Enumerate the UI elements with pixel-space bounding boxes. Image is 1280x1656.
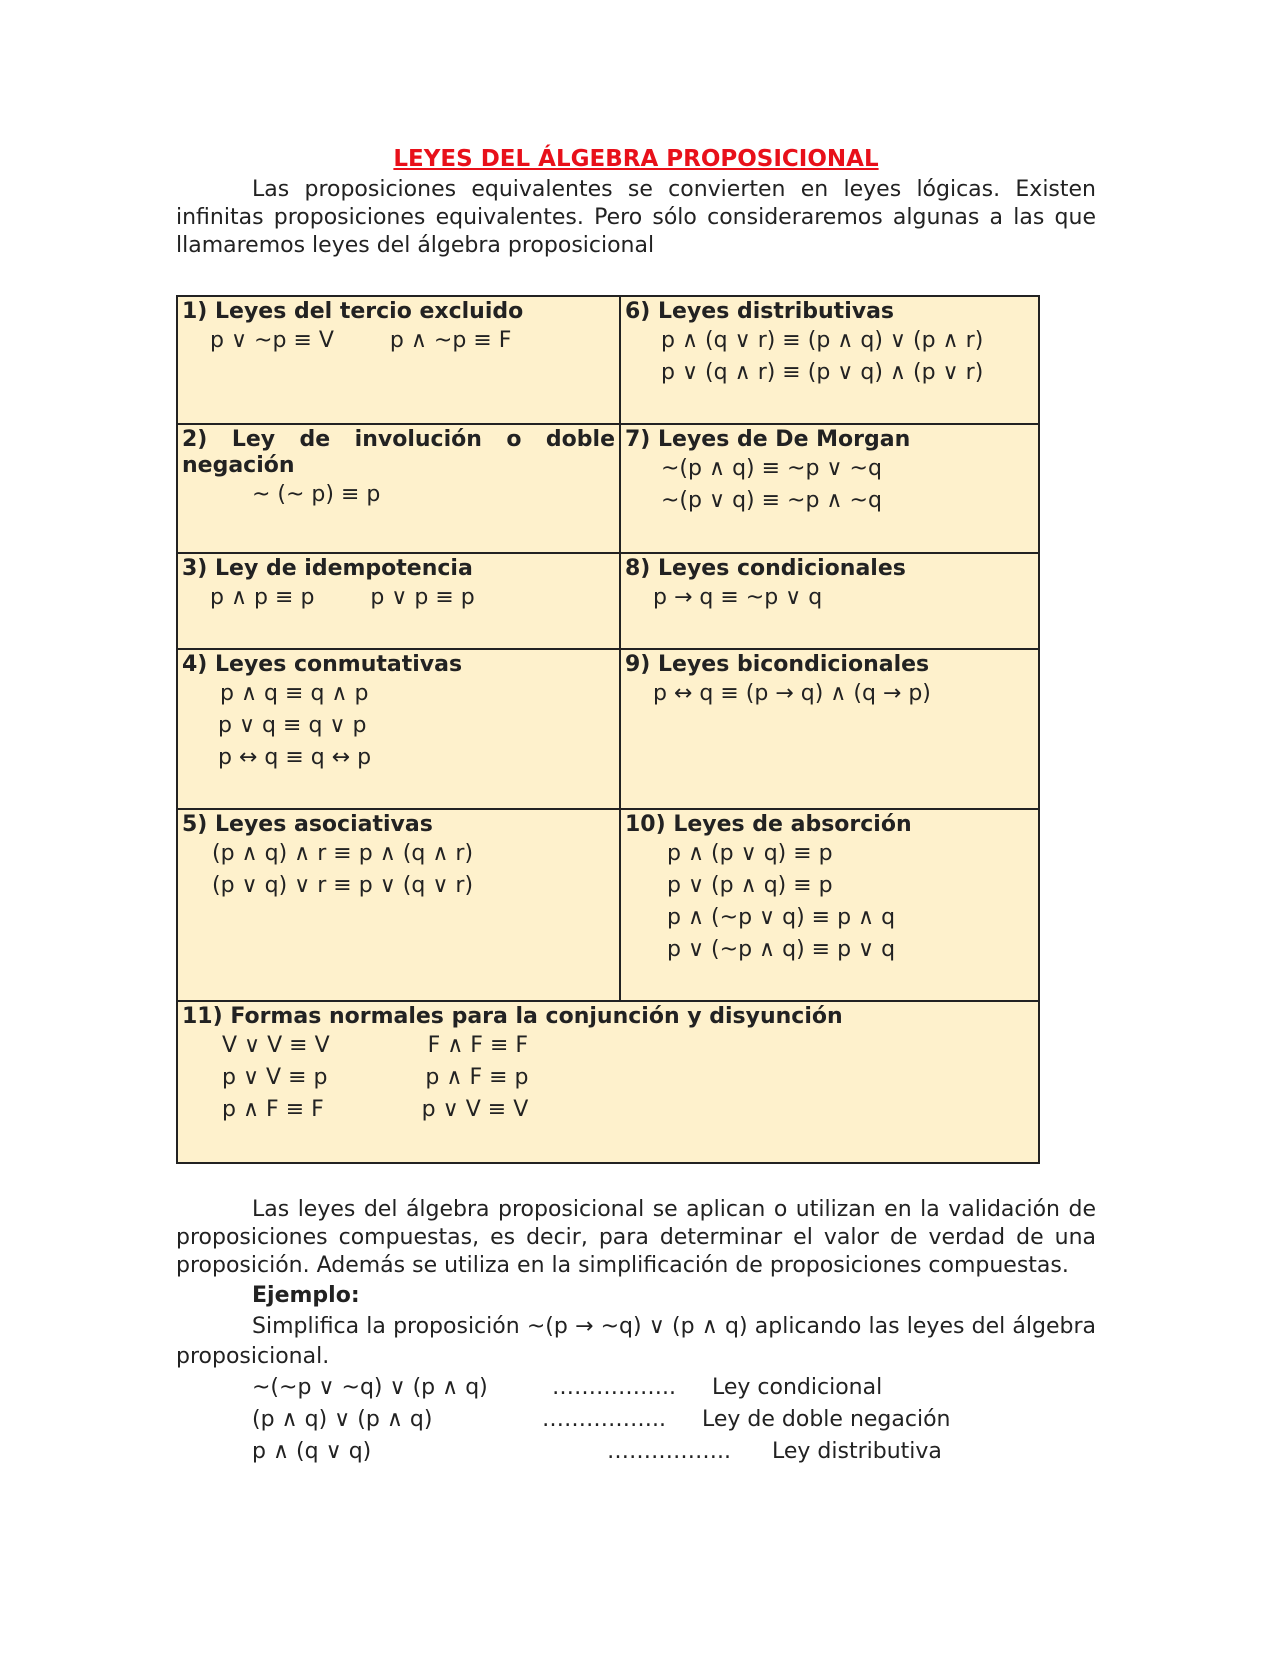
example-text: Simplifica la proposición ~(p → ~q) ∨ (p ∧ q) aplicando las leyes del álgebra proposicional. <box>176 1314 1096 1369</box>
step-law: Ley distributiva <box>772 1439 942 1464</box>
law-title: 5) Leyes asociativas <box>182 812 433 837</box>
step-law: Ley condicional <box>712 1375 883 1400</box>
law-cell-1 <box>177 296 620 424</box>
law-formula: (p ∧ q) ∧ r ≡ p ∧ (q ∧ r) <box>212 841 474 866</box>
law-cell-7 <box>620 424 1039 553</box>
law-formula: p ∨ q ≡ q ∨ p <box>218 713 367 738</box>
step-dots: …………….. <box>552 1375 676 1400</box>
page-title: LEYES DEL ÁLGEBRA PROPOSICIONAL <box>393 146 879 172</box>
step-dots: …………….. <box>607 1439 731 1464</box>
step-row <box>176 1372 1096 1404</box>
step-law: Ley de doble negación <box>702 1407 951 1432</box>
law-formula: ~(p ∨ q) ≡ ~p ∧ ~q <box>661 488 882 513</box>
law-formula: p ∨ (p ∧ q) ≡ p <box>667 873 833 898</box>
law-formula: p → q ≡ ~p ∨ q <box>653 585 823 610</box>
law-cell-8 <box>620 553 1039 649</box>
step-dots: …………….. <box>542 1407 666 1432</box>
explanation-section <box>176 1196 1096 1468</box>
step-row <box>176 1436 1096 1468</box>
law-title: 7) Leyes de De Morgan <box>625 427 911 452</box>
law-formula: p ∧ (p ∨ q) ≡ p <box>667 841 833 866</box>
law-formula: p ∨ (q ∧ r) ≡ (p ∨ q) ∧ (p ∨ r) <box>661 360 984 385</box>
laws-table <box>176 295 1040 1164</box>
law-formula: V ∨ V ≡ V F ∧ F ≡ F <box>222 1033 529 1058</box>
law-formula: p ∧ (q ∨ r) ≡ (p ∧ q) ∨ (p ∧ r) <box>661 328 984 353</box>
law-formula: p ∧ (~p ∨ q) ≡ p ∧ q <box>667 905 896 930</box>
explanation-paragraph: Las leyes del álgebra proposicional se aplican o utilizan en la validación de proposiciones compuestas, es decir, para determinar el valor de verdad de una proposición. Además se utiliza en la simplificación de proposiciones compuestas. <box>176 1197 1096 1278</box>
law-formula: p ∨ (~p ∧ q) ≡ p ∨ q <box>667 937 896 962</box>
law-cell-2 <box>177 424 620 553</box>
law-formula: p ∨ ~p ≡ V p ∧ ~p ≡ F <box>210 328 512 353</box>
intro-paragraph: Las proposiciones equivalentes se convierten en leyes lógicas. Existen infinitas proposiciones equivalentes. Pero sólo consideraremos algunas a las que llamaremos leyes del álgebra proposicional <box>176 177 1096 258</box>
law-cell-4 <box>177 649 620 809</box>
law-formula: p ∨ V ≡ p p ∧ F ≡ p <box>222 1065 529 1090</box>
law-title: 4) Leyes conmutativas <box>182 652 463 677</box>
step-expression: ~(~p ∨ ~q) ∨ (p ∧ q) <box>252 1375 488 1400</box>
law-title: 10) Leyes de absorción <box>625 812 912 837</box>
header-section <box>176 146 1096 260</box>
law-title: 2) Ley de involución o doble negación <box>182 427 615 478</box>
law-formula: p ∧ p ≡ p p ∨ p ≡ p <box>210 585 475 610</box>
law-title: 6) Leyes distributivas <box>625 299 895 324</box>
law-formula: ~(p ∧ q) ≡ ~p ∨ ~q <box>661 456 882 481</box>
law-title: 3) Ley de idempotencia <box>182 556 473 581</box>
step-expression: (p ∧ q) ∨ (p ∧ q) <box>252 1407 433 1432</box>
law-title: 9) Leyes bicondicionales <box>625 652 930 677</box>
law-cell-11 <box>177 1001 1039 1163</box>
law-title: 8) Leyes condicionales <box>625 556 906 581</box>
law-cell-6 <box>620 296 1039 424</box>
step-expression: p ∧ (q ∨ q) <box>252 1439 372 1464</box>
law-formula: p ∧ F ≡ F p ∨ V ≡ V <box>222 1097 529 1122</box>
law-formula: ~ (~ p) ≡ p <box>252 482 381 507</box>
law-cell-9 <box>620 649 1039 809</box>
law-formula: (p ∨ q) ∨ r ≡ p ∨ (q ∨ r) <box>212 873 474 898</box>
law-title: 1) Leyes del tercio excluido <box>182 299 524 324</box>
law-formula: p ↔ q ≡ (p → q) ∧ (q → p) <box>653 681 931 706</box>
law-cell-10 <box>620 809 1039 1001</box>
law-cell-5 <box>177 809 620 1001</box>
law-title: 11) Formas normales para la conjunción y disyunción <box>182 1004 843 1029</box>
law-formula: p ↔ q ≡ q ↔ p <box>218 745 372 770</box>
law-formula: p ∧ q ≡ q ∧ p <box>220 681 369 706</box>
example-label: Ejemplo: <box>252 1283 360 1308</box>
law-cell-3 <box>177 553 620 649</box>
step-row <box>176 1404 1096 1436</box>
